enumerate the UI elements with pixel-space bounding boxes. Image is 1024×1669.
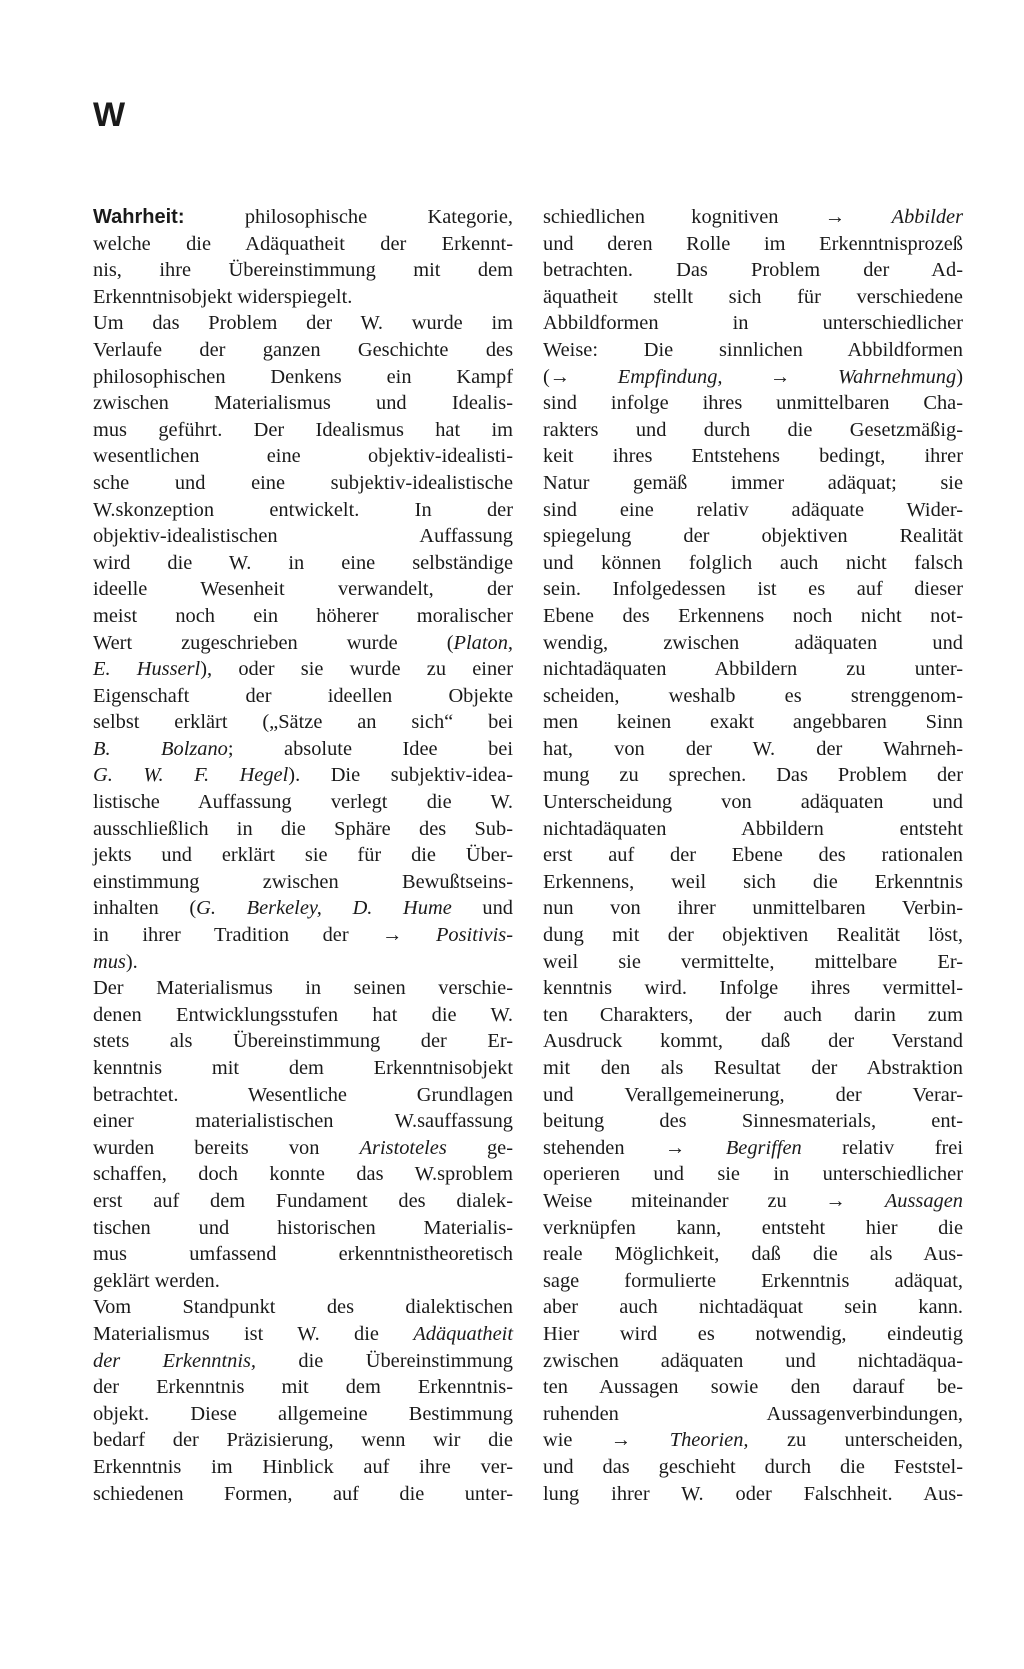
text-line [543,656,963,683]
text-segment: stehenden → [543,1136,726,1159]
text-segment: und [451,897,513,920]
text-line [93,1481,513,1508]
text-line [543,417,963,444]
italic-term: Aristoteles [359,1136,447,1159]
text-line [93,1055,513,1082]
text-line [543,1401,963,1428]
text-line [543,683,963,710]
text-segment: mus umfassend erkenntnistheoretisch [93,1243,513,1266]
text-line [93,922,513,949]
text-segment: ge- [446,1136,513,1159]
text-line [543,1108,963,1135]
text-segment: betrachtet. Wesentliche Grundlagen [93,1083,513,1106]
italic-term: Empfindung, [617,365,723,388]
text-line [543,1454,963,1481]
text-segment: ), oder sie wurde zu einer [200,658,514,681]
text-line [543,895,963,922]
text-segment: jekts und erklärt sie für die Über- [93,844,513,867]
text-line [93,337,513,364]
text-segment: ruhenden Aussagenverbindungen, [543,1402,963,1425]
text-segment: Natur gemäß immer adäquat; sie [543,471,963,494]
text-segment: objekt. Diese allgemeine Bestimmung [93,1402,513,1425]
text-segment: wendig, zwischen adäquaten und [543,631,963,654]
text-segment: Erkennens, weil sich die Erkenntnis [543,870,963,893]
text-line [93,310,513,337]
text-segment: zu unterscheiden, [748,1429,963,1452]
text-segment: erst auf dem Fundament des dialek- [93,1189,513,1212]
text-segment: mit den als Resultat der Abstraktion [543,1057,963,1079]
text-line [93,257,513,284]
text-segment: wesentlichen eine objektiv-idealisti- [93,445,513,468]
text-segment: wurden bereits von [93,1136,360,1159]
text-segment: schaffen, doch konnte das W.sproblem [93,1163,513,1186]
text-segment: kenntnis mit dem Erkenntnisobjekt [93,1057,513,1079]
text-line [93,1002,513,1029]
text-line [93,1268,513,1295]
text-line [543,337,963,364]
text-line [543,1321,963,1348]
text-segment: ) [956,365,963,388]
text-segment: zwischen adäquaten und nichtadäqua- [543,1349,963,1372]
text-line [93,975,513,1002]
text-line [93,1427,513,1454]
italic-term: Positivis- [435,924,513,947]
text-line [543,390,963,417]
text-line [543,1188,963,1215]
text-line [93,1215,513,1242]
section-letter: W [93,96,126,134]
text-segment: Um das Problem der W. wurde im [93,312,513,335]
text-line [543,789,963,816]
text-line [543,975,963,1002]
text-segment: lung ihrer W. oder Falschheit. Aus- [543,1482,963,1505]
text-segment: betrachten. Das Problem der Ad- [543,259,963,282]
text-segment: spiegelung der objektiven Realität [543,525,963,548]
text-segment: Unterscheidung von adäquaten und [543,791,963,814]
text-segment: objektiv-idealistischen Auffassung [93,525,513,548]
text-segment: meist noch ein höherer moralischer [93,604,513,627]
text-line [93,576,513,603]
text-segment: (→ [543,365,618,388]
text-segment: ). Die subjektiv-idea- [288,764,513,787]
italic-term: E. Husserl [93,658,201,681]
text-segment: nun von ihrer unmittelbaren Verbin- [543,897,963,920]
text-segment: aber auch nichtadäquat sein kann. [543,1296,963,1319]
text-segment: keit ihres Entstehens bedingt, ihrer [543,445,963,468]
text-line [543,497,963,524]
italic-term: G. Berkeley, D. Hume [196,897,452,920]
text-segment: wie → [543,1429,670,1452]
text-segment: Vom Standpunkt des dialektischen [93,1296,513,1319]
italic-term: Abbilder [891,206,963,228]
text-segment: erst auf der Ebene des rationalen [543,844,963,867]
text-line [543,1215,963,1242]
text-line [543,523,963,550]
headword: Wahrheit: [93,206,185,228]
text-line [93,470,513,497]
italic-term: mus [93,950,126,973]
text-segment: sein. Infolgedessen ist es auf dieser [543,578,963,601]
text-line [93,364,513,391]
text-line [543,550,963,577]
text-segment: sage formulierte Erkenntnis adäquat, [543,1269,963,1292]
text-line [543,869,963,896]
text-line [93,1135,513,1162]
text-segment: nichtadäquaten Abbildern zu unter- [543,658,963,681]
text-segment: sind eine relativ adäquate Wider- [543,498,963,521]
text-segment: ). [125,950,138,973]
text-line [543,364,963,391]
text-line [93,443,513,470]
text-line [93,523,513,550]
text-line [543,922,963,949]
text-segment: geklärt werden. [93,1269,220,1292]
text-segment: nis, ihre Übereinstimmung mit dem [93,259,513,282]
text-segment: operieren und sie in unterschiedlicher [543,1163,963,1186]
text-segment: und deren Rolle im Erkenntnisprozeß [543,232,963,255]
text-segment: Verlaufe der ganzen Geschichte des [93,338,513,361]
text-line [543,1002,963,1029]
text-segment: relativ frei [801,1136,963,1159]
text-segment: ausschließlich in die Sphäre des Sub- [93,817,513,840]
text-line [543,630,963,657]
text-segment: stets als Übereinstimmung der Er- [93,1030,513,1053]
text-segment: einer materialistischen W.sauffassung [93,1110,513,1133]
text-line [93,1108,513,1135]
text-line [543,1294,963,1321]
text-line [93,1321,513,1348]
text-line [543,576,963,603]
text-line [543,470,963,497]
text-line [543,310,963,337]
italic-term: Theorien, [669,1429,749,1452]
text-segment: welche die Adäquatheit der Erkennt- [93,232,513,255]
text-line [543,1481,963,1508]
text-segment: Weise miteinander zu → [543,1189,885,1212]
text-segment: dung mit der objektiven Realität löst, [543,924,963,947]
text-segment: beitung des Sinnesmaterials, ent- [543,1110,963,1133]
text-line [93,656,513,683]
text-line [543,231,963,258]
text-line [93,789,513,816]
text-line [543,1055,963,1082]
text-segment: in ihrer Tradition der → [93,924,436,947]
text-line [93,949,513,976]
text-line [543,257,963,284]
text-segment: listische Auffassung verlegt die W. [93,791,513,814]
italic-term: Adäquatheit [413,1322,513,1345]
text-line [543,736,963,763]
text-line [543,949,963,976]
text-line [93,1188,513,1215]
text-segment: und Verallgemeinerung, der Verar- [543,1083,963,1106]
text-segment: verknüpfen kann, entsteht hier die [543,1216,963,1239]
text-segment: Erkenntnis im Hinblick auf ihre ver- [93,1455,513,1478]
text-segment: Ebene des Erkennens noch nicht not- [543,604,963,627]
text-line [93,1241,513,1268]
text-line [93,231,513,258]
text-segment: weil sie vermittelte, mittelbare Er- [543,950,963,973]
italic-term: Platon, [453,631,513,654]
text-line [93,683,513,710]
text-segment: sind infolge ihres unmittelbaren Cha- [543,392,963,415]
text-segment: mus geführt. Der Idealismus hat im [93,418,513,441]
text-segment: rakters und durch die Gesetzmäßig- [543,418,963,441]
text-segment: men keinen exakt angebbaren Sinn [543,711,963,734]
text-segment: die Übereinstimmung [256,1349,513,1372]
text-line [93,869,513,896]
text-segment: ten Aussagen sowie den darauf be- [543,1376,963,1399]
text-column-left [93,204,513,1507]
text-line [543,204,963,231]
text-line [93,630,513,657]
text-segment: zwischen Materialismus und Idealis- [93,392,513,415]
text-line [543,842,963,869]
text-segment: äquatheit stellt sich für verschiedene [543,285,963,308]
text-segment: → [722,365,838,388]
text-line [543,443,963,470]
text-line [543,709,963,736]
text-line [93,762,513,789]
text-line [93,1028,513,1055]
text-segment: bedarf der Präzisierung, wenn wir die [93,1429,513,1452]
text-segment: schiedenen Formen, auf die unter- [93,1482,513,1505]
italic-term: der Erkenntnis, [93,1349,257,1372]
text-line [93,497,513,524]
text-line [93,895,513,922]
text-line [543,1028,963,1055]
text-line [93,417,513,444]
text-segment: sche und eine subjektiv-idealistische [93,471,513,494]
text-line [93,1294,513,1321]
text-line [93,1082,513,1109]
text-segment: W.skonzeption entwickelt. In der [93,498,513,521]
italic-term: B. Bolzano [93,737,228,760]
text-segment: philosophische Kategorie, [184,206,513,228]
text-line [543,1348,963,1375]
text-segment: schiedlichen kognitiven → [543,206,892,228]
text-line [543,762,963,789]
text-segment: Ausdruck kommt, daß der Verstand [543,1030,963,1053]
text-segment: hat, von der W. der Wahrneh- [543,737,963,760]
text-segment: philosophischen Denkens ein Kampf [93,365,513,388]
text-segment: Der Materialismus in seinen verschie- [93,977,513,1000]
text-line [543,1082,963,1109]
text-segment: Eigenschaft der ideellen Objekte [93,684,513,707]
text-line [93,709,513,736]
text-segment: inhalten ( [93,897,197,920]
text-line [93,1374,513,1401]
text-segment: ten Charakters, der auch darin zum [543,1003,963,1026]
text-line [93,736,513,763]
text-segment: nichtadäquaten Abbildern entsteht [543,817,963,840]
text-segment: Hier wird es notwendig, eindeutig [543,1322,963,1345]
text-line [543,603,963,630]
text-segment: und das geschieht durch die Feststel- [543,1455,963,1478]
text-line [543,1268,963,1295]
text-line [543,816,963,843]
text-line [93,816,513,843]
text-line [543,284,963,311]
text-segment: und können folglich auch nicht falsch [543,551,963,574]
text-line [93,390,513,417]
text-column-right [543,204,963,1507]
text-line [93,1161,513,1188]
text-segment: denen Entwicklungsstufen hat die W. [93,1003,513,1026]
text-segment: der Erkenntnis mit dem Erkenntnis- [93,1376,513,1399]
text-line [93,842,513,869]
text-line [93,603,513,630]
text-segment: ; absolute Idee bei [227,737,513,760]
text-line [543,1427,963,1454]
text-segment: Weise: Die sinnlichen Abbildformen [543,338,963,361]
text-line [93,284,513,311]
text-line [543,1374,963,1401]
italic-term: Begriffen [725,1136,802,1159]
text-line [93,1348,513,1375]
text-segment: kenntnis wird. Infolge ihres vermittel- [543,977,963,1000]
text-segment: tischen und historischen Materialis- [93,1216,513,1239]
text-segment: wird die W. in eine selbständige [93,551,513,574]
text-segment: reale Möglichkeit, daß die als Aus- [543,1243,963,1266]
italic-term: Aussagen [884,1189,963,1212]
text-line [93,1454,513,1481]
italic-term: Wahrnehmung [838,365,957,388]
text-line [543,1161,963,1188]
text-segment: ideelle Wesenheit verwandelt, der [93,578,513,601]
text-segment: Erkenntnisobjekt widerspiegelt. [93,285,353,308]
text-segment: Abbildformen in unterschiedlicher [543,312,963,335]
text-segment: mung zu sprechen. Das Problem der [543,764,963,787]
text-line [93,204,513,231]
text-line [543,1135,963,1162]
italic-term: G. W. F. Hegel [93,764,289,787]
text-line [543,1241,963,1268]
text-segment: selbst erklärt („Sätze an sich“ bei [93,711,513,734]
text-segment: Wert zugeschrieben wurde ( [93,631,454,654]
text-line [93,1401,513,1428]
text-segment: Materialismus ist W. die [93,1322,414,1345]
text-segment: einstimmung zwischen Bewußtseins- [93,870,513,893]
text-segment: scheiden, weshalb es strenggenom- [543,684,963,707]
text-line [93,550,513,577]
